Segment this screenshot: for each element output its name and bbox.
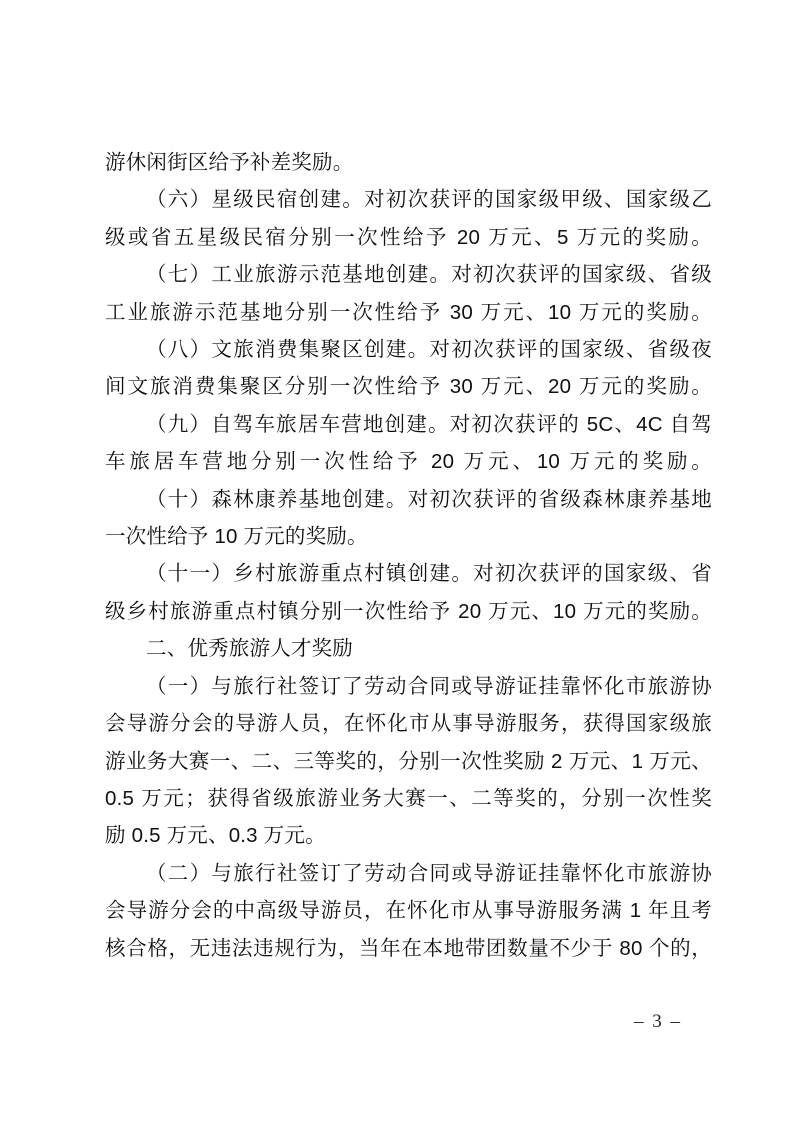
text-line: 核合格，无违法违规行为，当年在本地带团数量不少于 80 个的，	[105, 936, 712, 960]
text-line: （八）文旅消费集聚区创建。对初次获评的国家级、省级夜	[146, 338, 712, 362]
text-line: 励 0.5 万元、0.3 万元。	[105, 824, 326, 848]
text-line: （六）星级民宿创建。对初次获评的国家级甲级、国家级乙	[146, 188, 712, 212]
text-line: 车旅居车营地分别一次性给予 20 万元、10 万元的奖励。	[105, 450, 712, 474]
section-heading: 二、优秀旅游人才奖励	[146, 637, 353, 661]
text-line: 游休闲街区给予补差奖励。	[105, 151, 354, 174]
page-number: – 3 –	[634, 1011, 682, 1032]
text-line: 会导游分会的中高级导游员，在怀化市从事导游服务满 1 年且考	[105, 899, 712, 923]
document-body	[105, 144, 712, 967]
text-line: 工业旅游示范基地分别一次性给予 30 万元、10 万元的奖励。	[105, 300, 712, 324]
text-line: 级或省五星级民宿分别一次性给予 20 万元、5 万元的奖励。	[105, 225, 712, 249]
text-line: 间文旅消费集聚区分别一次性给予 30 万元、20 万元的奖励。	[105, 375, 712, 399]
text-line: 0.5 万元；获得省级旅游业务大赛一、二等奖的，分别一次性奖	[105, 786, 712, 810]
text-line: （十一）乡村旅游重点村镇创建。对初次获评的国家级、省	[146, 562, 712, 586]
text-line: 游业务大赛一、二、三等奖的，分别一次性奖励 2 万元、1 万元、	[105, 749, 712, 773]
text-line: 会导游分会的导游人员，在怀化市从事导游服务，获得国家级旅	[105, 712, 712, 736]
text-line: （七）工业旅游示范基地创建。对初次获评的国家级、省级	[146, 263, 712, 287]
text-line: （二）与旅行社签订了劳动合同或导游证挂靠怀化市旅游协	[146, 861, 712, 885]
text-line: 级乡村旅游重点村镇分别一次性给予 20 万元、10 万元的奖励。	[105, 599, 712, 623]
text-line: 一次性给予 10 万元的奖励。	[105, 525, 368, 549]
text-line: （十）森林康养基地创建。对初次获评的省级森林康养基地	[146, 487, 712, 511]
text-line: （九）自驾车旅居车营地创建。对初次获评的 5C、4C 自驾	[146, 412, 712, 436]
text-line: （一）与旅行社签订了劳动合同或导游证挂靠怀化市旅游协	[146, 674, 712, 698]
